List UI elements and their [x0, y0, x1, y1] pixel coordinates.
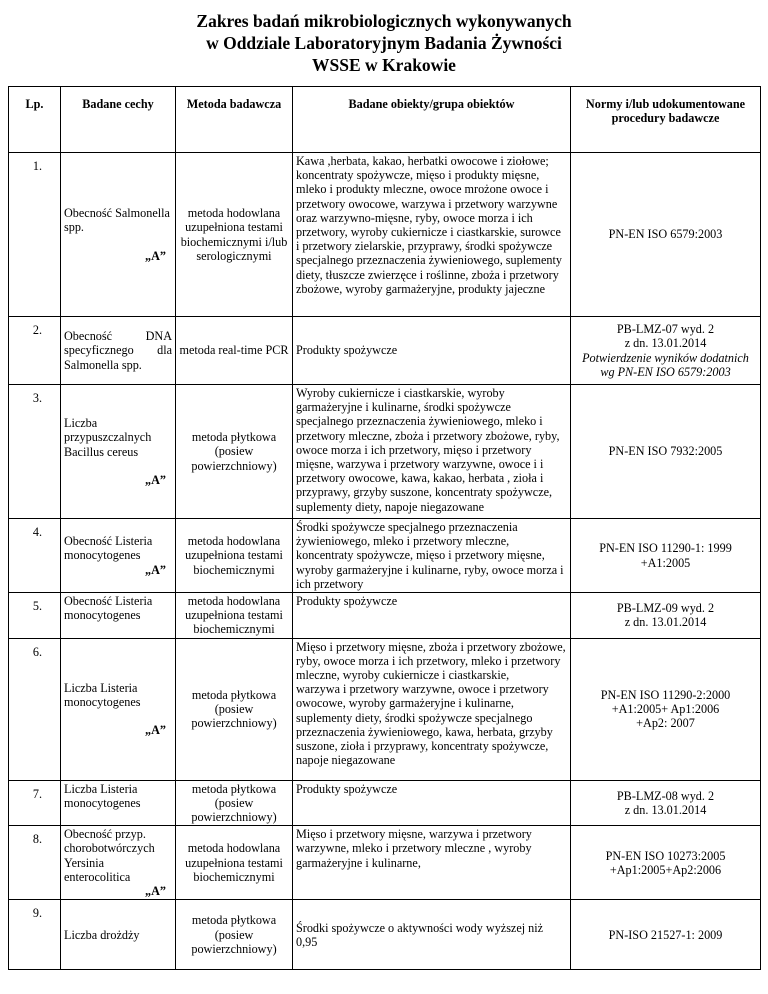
table-row — [9, 593, 761, 639]
norm-line: z dn. 13.01.2014 — [624, 336, 707, 351]
feature-cell — [61, 826, 176, 900]
row-number: 7. — [9, 780, 61, 826]
norm-line: +Ap2: 2007 — [636, 716, 695, 731]
table-row — [9, 519, 761, 593]
document-title — [0, 10, 768, 76]
method-cell: metoda hodowlana uzupełniona testami biochemicznymi — [176, 593, 293, 639]
norm-cell — [571, 780, 761, 826]
objects-cell: Produkty spożywcze — [293, 317, 571, 385]
row-number: 2. — [9, 317, 61, 385]
norm-line: +A1:2005 — [640, 555, 691, 570]
norm-cell: PN-EN ISO 6579:2003 — [571, 153, 761, 317]
table-row — [9, 826, 761, 900]
objects-cell: Kawa ,herbata, kakao, herbatki owocowe i ziołowe; koncentraty spożywcze, mięso i produkty mięsne, mleko i produkty mleczne, owoce mrożone owoce i przetwory owocowe, warzywa i przetwory warzywne oraz warzywno-mięsne, ryby, owoce morza i ich przetwory, wyroby cukiernicze i ciastkarskie, surowce i przetwory zielarskie, przyprawy, środki spożywcze specjalnego przeznaczenia żywieniowego, suplementy diety, tłuszcze zwierzęce i roślinne, zboża i przetwory zbożowe, wyroby garmażeryjne, produkty jajeczne — [293, 153, 571, 317]
header-norms: Normy i/lub udokumentowane procedury badawcze — [571, 87, 761, 153]
header-features: Badane cechy — [61, 87, 176, 153]
accreditation-mark: „A” — [145, 562, 166, 577]
row-number: 3. — [9, 385, 61, 519]
objects-text: warzywa i przetwory warzywne, owoce i przetwory owocowe, wyroby garmażeryjne i kulinarne, suplementy diety, środki spożywcze specjalnego przeznaczenia żywieniowego, kawa, herbata, grzyby suszone, zioła i przyprawy, koncentraty spożywcze, napoje niegazowane — [296, 682, 553, 768]
table-row — [9, 385, 761, 519]
row-number: 8. — [9, 826, 61, 900]
norm-line: PN-EN ISO 11290-1: 1999 — [599, 541, 732, 556]
feature-cell: Obecność Listeria monocytogenes — [61, 593, 176, 639]
feature-text: Obecność przyp. chorobotwórczych Yersinia enterocolitica — [64, 827, 155, 884]
row-number: 6. — [9, 638, 61, 780]
norm-line: +Ap1:2005+Ap2:2006 — [609, 862, 722, 877]
title-line-1: Zakres badań mikrobiologicznych wykonywanych — [196, 11, 572, 31]
method-cell: metoda hodowlana uzupełniona testami biochemicznymi — [176, 826, 293, 900]
method-cell: metoda hodowlana uzupełniona testami biochemicznymi i/lub serologicznymi — [176, 153, 293, 317]
feature-cell: Liczba drożdży — [61, 900, 176, 970]
norm-line: +A1:2005+ Ap1:2006 — [611, 702, 720, 717]
norm-cell — [571, 638, 761, 780]
header-lp: Lp. — [9, 87, 61, 153]
feature-cell: Obecność DNA specyficznego dla Salmonella spp. — [61, 317, 176, 385]
norm-cell: PN-ISO 21527-1: 2009 — [571, 900, 761, 970]
method-cell: metoda płytkowa (posiew powierzchniowy) — [176, 385, 293, 519]
method-cell: metoda hodowlana uzupełniona testami biochemicznymi — [176, 519, 293, 593]
objects-cell: Produkty spożywcze — [293, 593, 571, 639]
scope-table — [8, 86, 761, 970]
accreditation-mark: „A” — [145, 884, 166, 899]
objects-cell: Środki spożywcze specjalnego przeznaczenia żywieniowego, mleko i przetwory mleczne, koncentraty spożywcze, mięso i przetwory mięsne, wyroby garmażeryjne i kulinarne, ryby, owoce morza i ich przetwory — [293, 519, 571, 593]
norm-line: PN-EN ISO 10273:2005 — [605, 848, 726, 863]
method-cell: metoda płytkowa (posiew powierzchniowy) — [176, 900, 293, 970]
method-cell: metoda płytkowa (posiew powierzchniowy) — [176, 638, 293, 780]
row-number: 9. — [9, 900, 61, 970]
table-row — [9, 900, 761, 970]
norm-line: PB-LMZ-08 wyd. 2 — [616, 788, 715, 803]
feature-cell — [61, 638, 176, 780]
objects-cell: Wyroby cukiernicze i ciastkarskie, wyroby garmażeryjne i kulinarne, środki spożywcze specjalnego przeznaczenia żywieniowego, mleko i przetwory mleczne, zboża i przetwory zbożowe, ryby, owoce morza i ich przetwory, mięso i przetwory mięsne, warzywa i przetwory warzywne, owoce i i przetwory owocowe, kawa, kakao, herbata , zioła i przyprawy, grzyby suszone, koncentraty spożywcze, suplementy diety, napoje niegazowane — [293, 385, 571, 519]
table-row — [9, 780, 761, 826]
norm-line: PB-LMZ-07 wyd. 2 — [616, 322, 715, 337]
objects-cell: Produkty spożywcze — [293, 780, 571, 826]
method-cell: metoda real-time PCR — [176, 317, 293, 385]
accreditation-mark: „A” — [145, 723, 166, 738]
feature-text: Liczba przypuszczalnych Bacillus cereus — [64, 416, 152, 459]
norm-cell: PN-EN ISO 7932:2005 — [571, 385, 761, 519]
objects-cell: Środki spożywcze o aktywności wody wyższej niż 0,95 — [293, 900, 571, 970]
feature-text: Liczba Listeria monocytogenes — [64, 680, 141, 710]
norm-line: PB-LMZ-09 wyd. 2 — [616, 601, 715, 616]
row-number: 1. — [9, 153, 61, 317]
header-objects: Badane obiekty/grupa obiektów — [293, 87, 571, 153]
feature-cell — [61, 519, 176, 593]
norm-note: Potwierdzenie wyników dodatnich wg PN-EN ISO 6579:2003 — [582, 350, 749, 379]
norm-line: z dn. 13.01.2014 — [624, 802, 707, 817]
row-number: 4. — [9, 519, 61, 593]
feature-text: Obecność Listeria monocytogenes — [64, 534, 153, 563]
norm-cell — [571, 317, 761, 385]
header-method: Metoda badawcza — [176, 87, 293, 153]
row-number: 5. — [9, 593, 61, 639]
feature-text: Obecność Salmonella spp. — [64, 206, 170, 235]
table-row — [9, 317, 761, 385]
accreditation-mark: „A” — [145, 472, 166, 487]
table-header-row — [9, 87, 761, 153]
norm-cell — [571, 826, 761, 900]
title-line-3: WSSE w Krakowie — [312, 55, 456, 75]
norm-line: PN-EN ISO 11290-2:2000 — [600, 687, 731, 702]
method-cell: metoda płytkowa (posiew powierzchniowy) — [176, 780, 293, 826]
norm-cell — [571, 593, 761, 639]
norm-line: z dn. 13.01.2014 — [624, 615, 707, 630]
table-row — [9, 638, 761, 780]
objects-text: Mięso i przetwory mięsne, zboża i przetwory zbożowe, ryby, owoce morza i ich przetwory, mleko i przetwory mleczne, wyroby cukiernicze i ciastkarskie, — [296, 639, 566, 683]
objects-cell: Mięso i przetwory mięsne, warzywa i przetwory warzywne, mleko i przetwory mleczne , wyroby garmażeryjne i kulinarne, — [293, 826, 571, 900]
feature-cell — [61, 153, 176, 317]
title-line-2: w Oddziale Laboratoryjnym Badania Żywności — [206, 33, 562, 53]
feature-cell: Liczba Listeria monocytogenes — [61, 780, 176, 826]
objects-cell — [293, 638, 571, 780]
norm-cell — [571, 519, 761, 593]
table-row — [9, 153, 761, 317]
feature-cell — [61, 385, 176, 519]
accreditation-mark: „A” — [145, 248, 166, 263]
